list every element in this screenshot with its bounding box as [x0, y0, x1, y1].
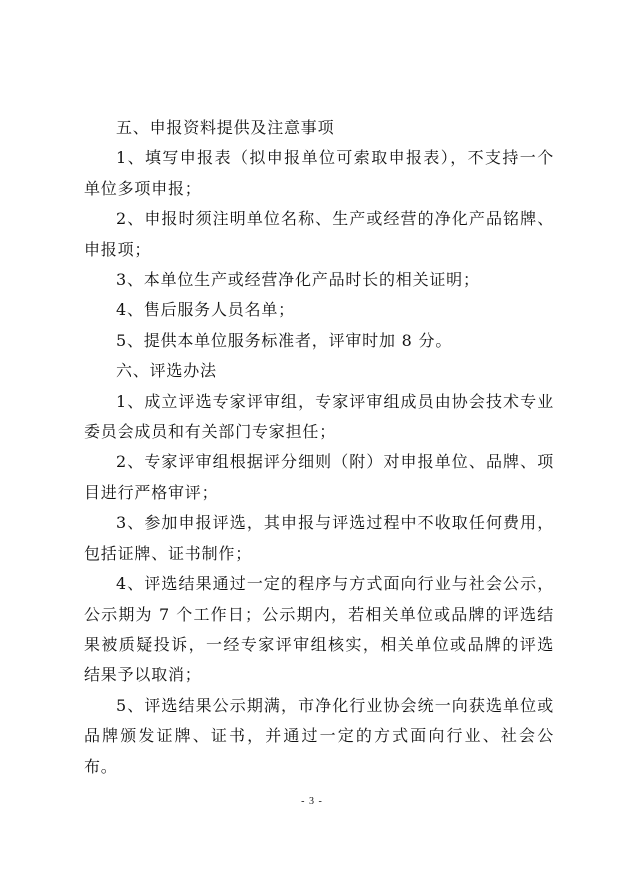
section-5-item-2: 2、申报时须注明单位名称、生产或经营的净化产品铭牌、申报项；	[84, 209, 554, 259]
section-5-item-5: 5、提供本单位服务标准者，评审时加 8 分。	[116, 330, 453, 350]
section-5-item-3: 3、本单位生产或经营净化产品时长的相关证明；	[116, 270, 480, 290]
section-6-item-2: 2、专家评审组根据评分细则（附）对申报单位、品牌、项目进行严格审评；	[84, 452, 554, 502]
section-6-heading: 六、评选办法	[116, 361, 217, 381]
section-6-item-5: 5、评选结果公示期满，市净化行业协会统一向获选单位或品牌颁发证牌、证书，并通过一定的方式面向行业、社会公布。	[84, 695, 554, 776]
section-6-item-4: 4、评选结果通过一定的程序与方式面向行业与社会公示，公示期为 7 个工作日；公示期内，若相关单位或品牌的评选结果被质疑投诉，一经专家评审组核实，相关单位或品牌的评选结果予以取消；	[84, 574, 554, 685]
section-5-heading: 五、申报资料提供及注意事项	[116, 118, 335, 137]
section-5-item-4: 4、售后服务人员名单；	[116, 300, 295, 320]
section-6-item-1: 1、成立评选专家评审组，专家评审组成员由协会技术专业委员会成员和有关部门专家担任；	[84, 391, 554, 442]
section-6-item-3: 3、参加申报评选，其申报与评选过程中不收取任何费用，包括证牌、证书制作；	[84, 513, 554, 563]
document-body	[84, 113, 554, 782]
page-number: - 3 -	[301, 796, 323, 807]
section-5-item-1: 1、填写申报表（拟申报单位可索取申报表），不支持一个单位多项申报；	[84, 148, 554, 198]
